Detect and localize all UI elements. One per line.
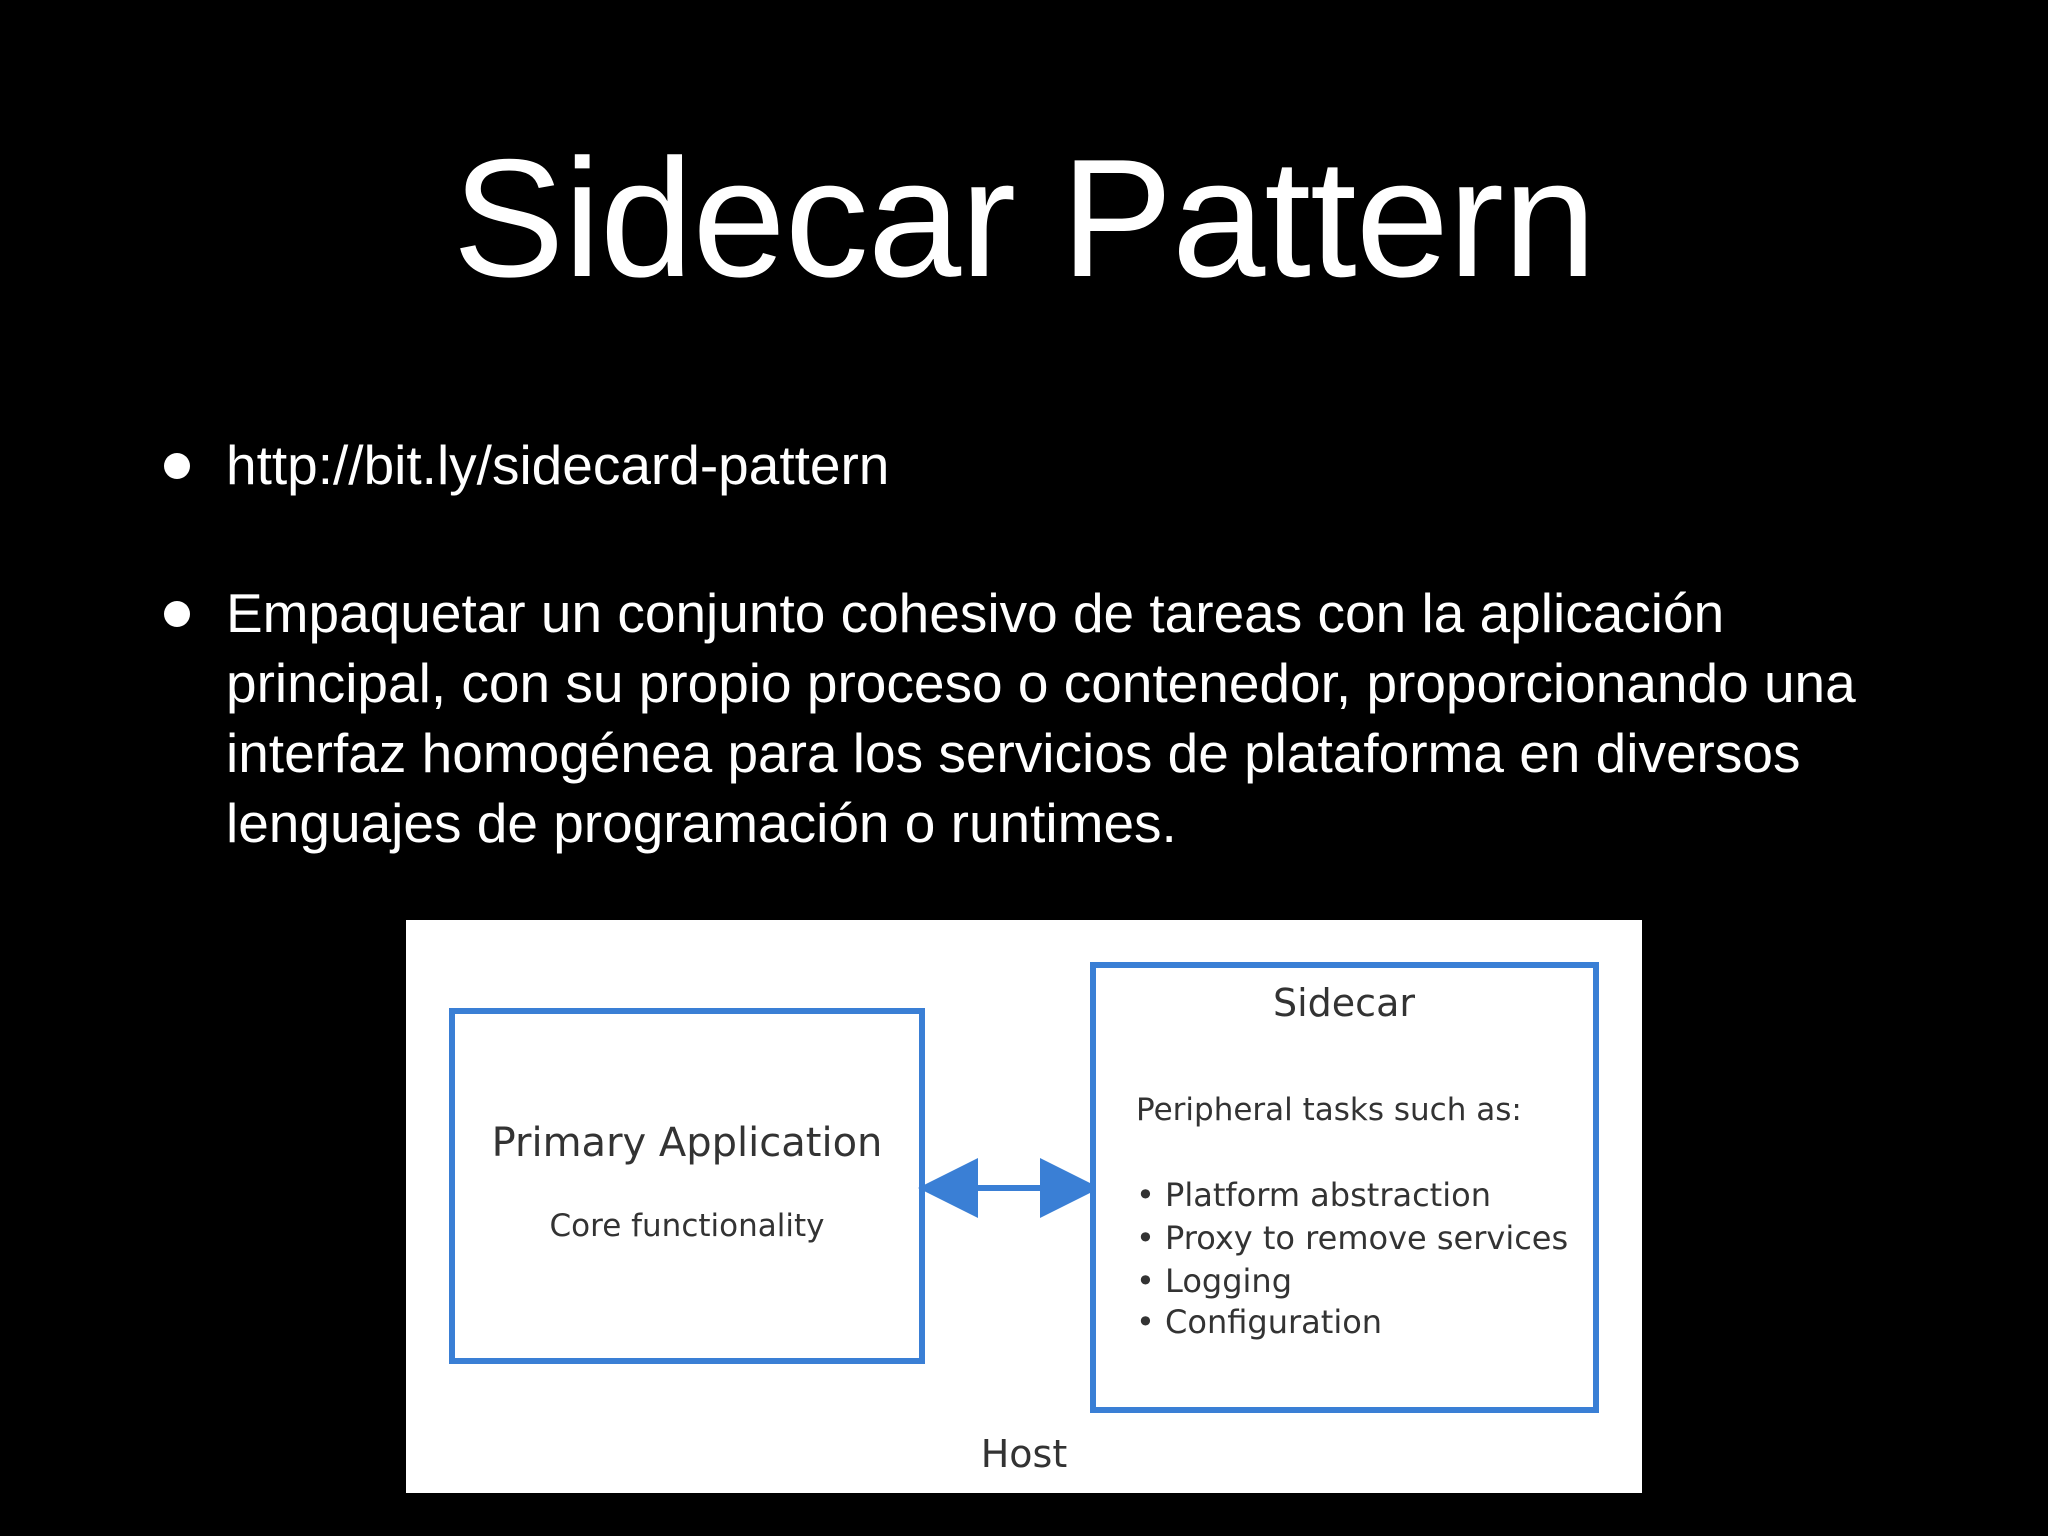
sidecar-task: • Logging	[1136, 1262, 1292, 1300]
sidecar-intro: Peripheral tasks such as:	[1136, 1092, 1522, 1128]
sidecar-task: • Platform abstraction	[1136, 1176, 1491, 1214]
sidecar-task: • Configuration	[1136, 1303, 1383, 1341]
bullet-item-link	[160, 430, 1920, 500]
slide-title: Sidecar Pattern	[452, 124, 1596, 312]
bullet-item-description	[160, 578, 1920, 858]
sidecar-diagram	[406, 920, 1642, 1493]
primary-application-box	[452, 1011, 922, 1361]
bullet-text: http://bit.ly/sidecard-pattern	[226, 434, 890, 496]
bullet-text: Empaquetar un conjunto cohesivo de tareas con la aplicación principal, con su propio proceso o contenedor, proporcionando una interfaz homogénea para los servicios de plataforma en diversos lenguajes de programación o runtimes.	[226, 582, 1856, 854]
primary-application-subtitle: Core functionality	[549, 1208, 825, 1244]
bullet-dot-icon	[164, 453, 190, 479]
sidecar-task: • Proxy to remove services	[1136, 1219, 1569, 1257]
host-label: Host	[980, 1432, 1068, 1476]
primary-application-title: Primary Application	[491, 1120, 883, 1166]
sidecar-title: Sidecar	[1273, 981, 1415, 1025]
bullet-dot-icon	[164, 601, 190, 627]
bullet-list	[160, 430, 1920, 936]
diagram-canvas	[406, 920, 1642, 1493]
